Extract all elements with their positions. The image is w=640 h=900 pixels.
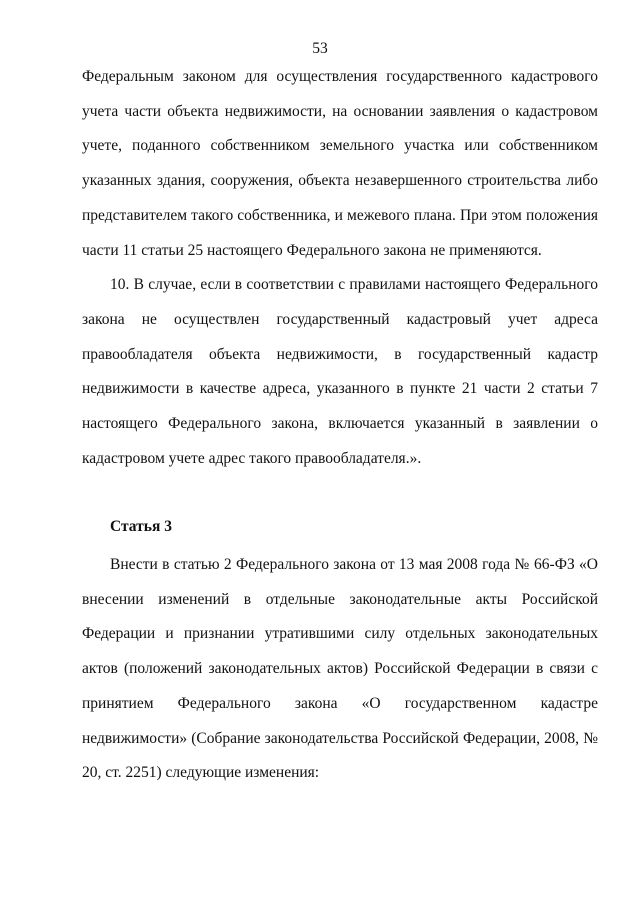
paragraph-item-10: 10. В случае, если в соответствии с правилами настоящего Федерального закона не осуществлен государственный кадастровый учет адреса правообладателя объекта недвижимости, в государственный кадастр недвижимости в качестве адреса, указанного в пункте 21 части 2 статьи 7 настоящего Федерального закона, включается указанный в заявлении о кадастровом учете адрес такого правообладателя.». (82, 276, 598, 467)
paragraph-article-3-body: Внести в статью 2 Федерального закона от 13 мая 2008 года № 66-ФЗ «О внесении изменений в отдельные законодательные акты Российской Федерации и признании утратившими силу отдельных законодательных актов (положений законодательных актов) Российской Федерации в связи с принятием Федерального закона «О государственном кадастре недвижимости» (Собрание законодательства Российской Федерации, 2008, № 20, ст. 2251) следующие изменения: (82, 556, 598, 782)
paragraph-continuation: Федеральным законом для осуществления государственного кадастрового учета части объекта недвижимости, на основании заявления о кадастровом учете, поданного собственником земельного участка или собственником указанных здания, сооружения, объекта незавершенного строительства либо представителем такого собственника, и межевого плана. При этом положения части 11 статьи 25 настоящего Федерального закона не применяются. (82, 68, 598, 259)
page-number: 53 (312, 40, 328, 57)
text-block-top (82, 60, 598, 476)
article-heading: Статья 3 (110, 518, 172, 535)
text-block-bottom (82, 548, 598, 791)
